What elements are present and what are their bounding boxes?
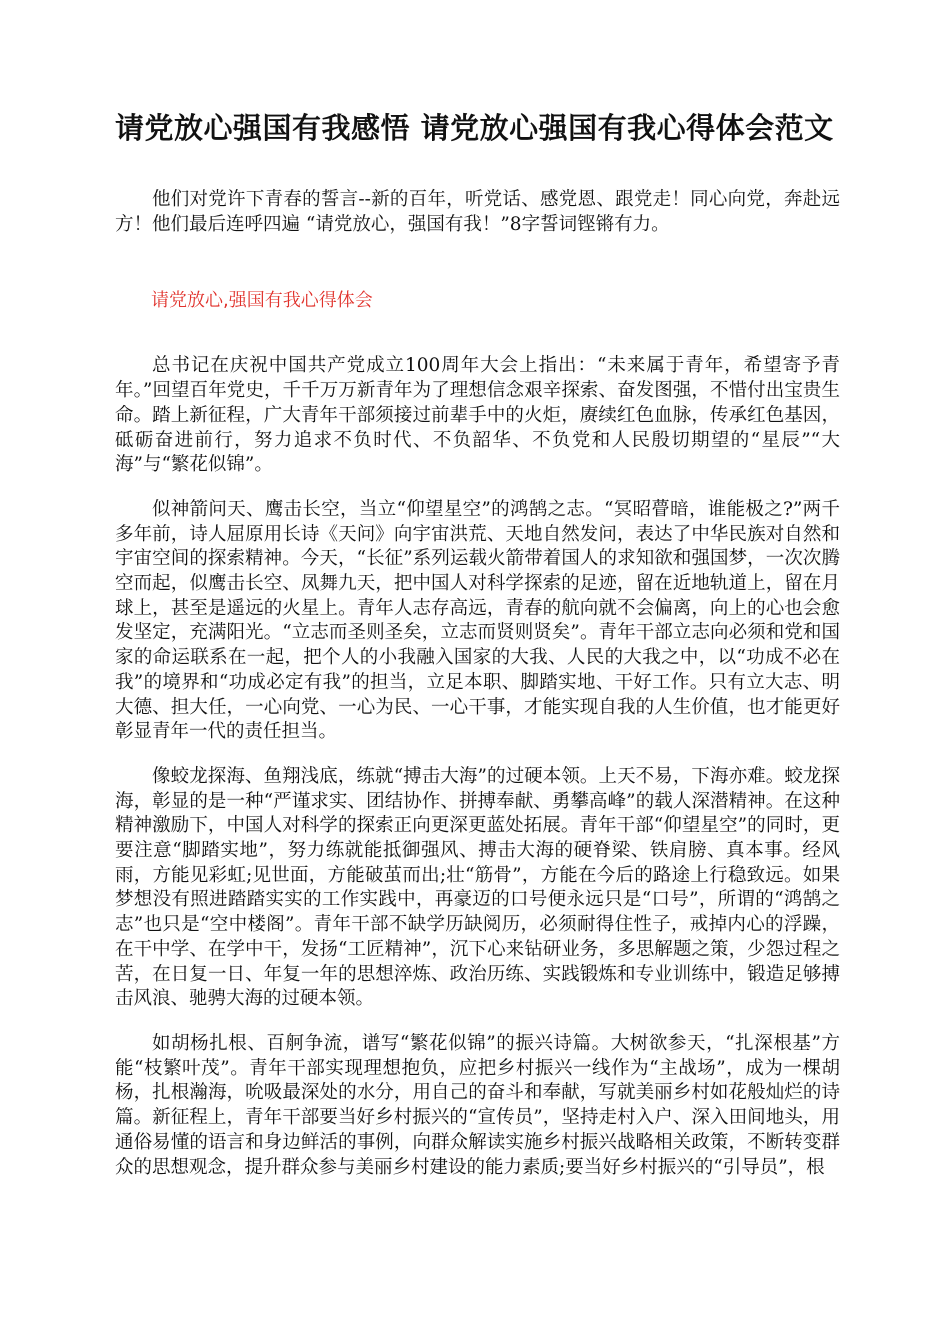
body-paragraph-3: 像蛟龙探海、鱼翔浅底，练就“搏击大海”的过硬本领。上天不易，下海亦难。蛟龙探海，彰显的是一种“严谨求实、团结协作、拼搏奉献、勇攀高峰”的载人深潜精神。在这种精神激励下，中国人对科学的探索正向更深更蓝处拓展。青年干部“仰望星空”的同时，更要注意“脚踏实地”，努力练就能抵御强风、搏击大海的硬脊梁、铁肩膀、真本事。经风雨，方能见彩虹;见世面，方能破茧而出;壮“筋骨”，方能在今后的路途上行稳致远。如果梦想没有照进踏踏实实的工作实践中，再豪迈的口号便永远只是“口号”，所谓的“鸿鹄之志”也只是“空中楼阁”。青年干部不缺学历缺阅历，必须耐得住性子，戒掉内心的浮躁，在干中学、在学中干，发扬“工匠精神”，沉下心来钻研业务，多思解题之策，少怨过程之苦，在日复一日、年复一年的思想淬炼、政治历练、实践锻炼和专业训练中，锻造足够搏击风浪、驰骋大海的过硬本领。 xyxy=(115,765,840,1010)
body-paragraph-4: 如胡杨扎根、百舸争流，谱写“繁花似锦”的振兴诗篇。大树欲参天，“扎深根基”方能“枝繁叶茂”。青年干部实现理想抱负，应把乡村振兴一线作为“主战场”，成为一棵胡杨，扎根瀚海，吮吸最深处的水分，用自己的奋斗和奉献，写就美丽乡村如花般灿烂的诗篇。新征程上，青年干部要当好乡村振兴的“宣传员”，坚持走村入户、深入田间地头，用通俗易懂的语言和身边鲜活的事例，向群众解读实施乡村振兴战略相关政策，不断转变群众的思想观念，提升群众参与美丽乡村建设的能力素质;要当好乡村振兴的“引导员”，根 xyxy=(115,1032,840,1178)
section-subheading: 请党放心,强国有我心得体会 xyxy=(151,290,373,312)
intro-paragraph: 他们对党许下青春的誓言--新的百年，听党话、感党恩、跟党走！同心向党，奔赴远方！他们最后连呼四遍 “请党放心，强国有我！”8字誓词铿锵有力。 xyxy=(115,189,840,235)
document-title: 请党放心强国有我感悟 请党放心强国有我心得体会范文 xyxy=(115,111,834,145)
body-paragraph-2: 似神箭问天、鹰击长空，当立“仰望星空”的鸿鹄之志。“冥昭瞢暗，谁能极之?”两千多年前，诗人屈原用长诗《天问》向宇宙洪荒、天地自然发问，表达了中华民族对自然和宇宙空间的探索精神。今天，“长征”系列运载火箭带着国人的求知欲和强国梦，一次次腾空而起，似鹰击长空、凤舞九天，把中国人对科学探索的足迹，留在近地轨道上，留在月球上，甚至是遥远的火星上。青年人志存高远，青春的航向就不会偏离，向上的心也会愈发坚定，充满阳光。“立志而圣则圣矣，立志而贤则贤矣”。青年干部立志向必须和党和国家的命运联系在一起，把个人的小我融入国家的大我、人民的大我之中，以“功成不必在我”的境界和“功成必定有我”的担当，立足本职、脚踏实地、干好工作。只有立大志、明大德、担大任，一心向党、一心为民、一心干事，才能实现自我的人生价值，也才能更好彰显青年一代的责任担当。 xyxy=(115,498,840,743)
body-paragraph-1: 总书记在庆祝中国共产党成立100周年大会上指出：“未来属于青年，希望寄予青年。”回望百年党史，千千万万新青年为了理想信念艰辛探索、奋发图强，不惜付出宝贵生命。踏上新征程，广大青年干部须接过前辈手中的火炬，赓续红色血脉，传承红色基因，砥砺奋进前行，努力追求不负时代、不负韶华、不负党和人民殷切期望的“星辰”“大海”与“繁花似锦”。 xyxy=(115,355,840,476)
